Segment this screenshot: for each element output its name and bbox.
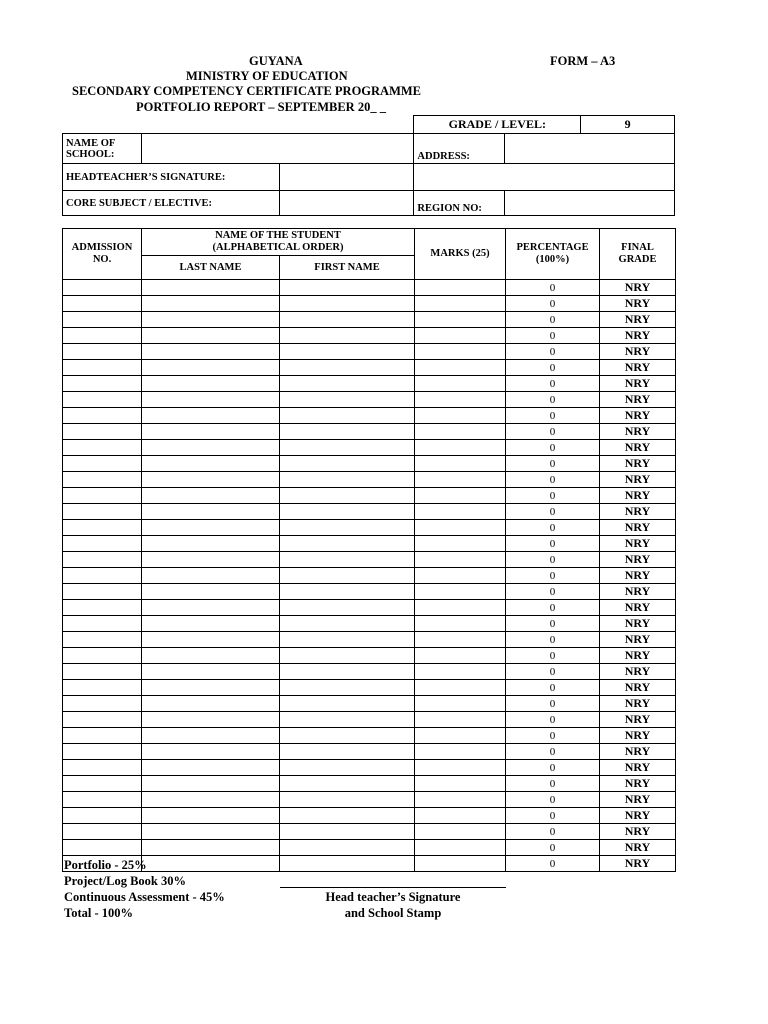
- grade-cell: NRY: [600, 664, 676, 680]
- last-name-cell[interactable]: [142, 664, 280, 680]
- last-name-cell[interactable]: [142, 648, 280, 664]
- percentage-cell: 0: [506, 856, 600, 872]
- school-info-table: [62, 115, 675, 216]
- grade-cell: NRY: [600, 584, 676, 600]
- admission-header: ADMISSION NO.: [63, 229, 142, 280]
- admission-cell[interactable]: [63, 376, 142, 392]
- last-name-cell[interactable]: [142, 728, 280, 744]
- marks-cell[interactable]: [415, 648, 506, 664]
- address-label: ADDRESS:: [414, 134, 505, 164]
- percentage-header: PERCENTAGE (100%): [506, 229, 600, 280]
- admission-cell[interactable]: [63, 552, 142, 568]
- last-name-cell[interactable]: [142, 408, 280, 424]
- first-name-cell[interactable]: [280, 456, 415, 472]
- grade-cell: NRY: [600, 360, 676, 376]
- admission-cell[interactable]: [63, 296, 142, 312]
- grade-cell: NRY: [600, 776, 676, 792]
- table-row: [63, 344, 676, 360]
- grade-cell: NRY: [600, 600, 676, 616]
- admission-cell[interactable]: [63, 696, 142, 712]
- grade-cell: NRY: [600, 680, 676, 696]
- last-name-cell[interactable]: [142, 280, 280, 296]
- percentage-cell: 0: [506, 616, 600, 632]
- marks-cell[interactable]: [415, 792, 506, 808]
- admission-cell[interactable]: [63, 392, 142, 408]
- admission-cell[interactable]: [63, 344, 142, 360]
- address-field-2[interactable]: [414, 164, 675, 191]
- last-name-cell[interactable]: [142, 488, 280, 504]
- grade-cell: NRY: [600, 328, 676, 344]
- marks-cell[interactable]: [415, 840, 506, 856]
- last-name-cell[interactable]: [142, 616, 280, 632]
- marks-cell[interactable]: [415, 856, 506, 872]
- marks-cell[interactable]: [415, 424, 506, 440]
- admission-cell[interactable]: [63, 600, 142, 616]
- admission-cell[interactable]: [63, 664, 142, 680]
- first-name-cell[interactable]: [280, 376, 415, 392]
- percentage-cell: 0: [506, 696, 600, 712]
- percentage-cell: 0: [506, 728, 600, 744]
- last-name-cell[interactable]: [142, 424, 280, 440]
- marks-cell[interactable]: [415, 392, 506, 408]
- admission-cell[interactable]: [63, 424, 142, 440]
- marks-cell[interactable]: [415, 280, 506, 296]
- first-name-cell[interactable]: [280, 440, 415, 456]
- table-row: [63, 600, 676, 616]
- grade-cell: NRY: [600, 520, 676, 536]
- last-name-cell[interactable]: [142, 632, 280, 648]
- first-name-cell[interactable]: [280, 856, 415, 872]
- admission-cell[interactable]: [63, 824, 142, 840]
- admission-cell[interactable]: [63, 776, 142, 792]
- grade-cell: NRY: [600, 808, 676, 824]
- admission-cell[interactable]: [63, 744, 142, 760]
- percentage-cell: 0: [506, 392, 600, 408]
- grade-cell: NRY: [600, 440, 676, 456]
- last-name-cell[interactable]: [142, 472, 280, 488]
- marks-cell[interactable]: [415, 472, 506, 488]
- admission-cell[interactable]: [63, 648, 142, 664]
- marks-cell[interactable]: [415, 632, 506, 648]
- last-name-cell[interactable]: [142, 744, 280, 760]
- admission-cell[interactable]: [63, 616, 142, 632]
- last-name-cell[interactable]: [142, 584, 280, 600]
- grade-cell: NRY: [600, 280, 676, 296]
- core-subject-field[interactable]: [279, 191, 414, 216]
- first-name-cell[interactable]: [280, 424, 415, 440]
- grade-cell: NRY: [600, 456, 676, 472]
- first-name-header: FIRST NAME: [280, 256, 415, 280]
- percentage-cell: 0: [506, 504, 600, 520]
- grade-cell: NRY: [600, 632, 676, 648]
- percentage-cell: 0: [506, 424, 600, 440]
- marks-cell[interactable]: [415, 504, 506, 520]
- table-row: [63, 424, 676, 440]
- signature-caption: Head teacher’s Signature and School Stamp: [325, 890, 461, 920]
- grade-cell: NRY: [600, 792, 676, 808]
- grade-cell: NRY: [600, 536, 676, 552]
- percentage-cell: 0: [506, 760, 600, 776]
- marks-cell[interactable]: [415, 808, 506, 824]
- percentage-cell: 0: [506, 600, 600, 616]
- admission-cell[interactable]: [63, 280, 142, 296]
- school-name-label: NAME OF SCHOOL:: [63, 134, 142, 164]
- last-name-cell[interactable]: [142, 824, 280, 840]
- grade-cell: NRY: [600, 296, 676, 312]
- admission-cell[interactable]: [63, 312, 142, 328]
- percentage-cell: 0: [506, 408, 600, 424]
- first-name-cell[interactable]: [280, 632, 415, 648]
- first-name-cell[interactable]: [280, 664, 415, 680]
- marks-cell[interactable]: [415, 568, 506, 584]
- table-row: [63, 632, 676, 648]
- marks-header: MARKS (25): [415, 229, 506, 280]
- marks-cell[interactable]: [415, 728, 506, 744]
- first-name-cell[interactable]: [280, 568, 415, 584]
- last-name-cell[interactable]: [142, 568, 280, 584]
- marks-cell[interactable]: [415, 552, 506, 568]
- address-field[interactable]: [505, 134, 675, 164]
- marks-cell[interactable]: [415, 776, 506, 792]
- grade-cell: NRY: [600, 824, 676, 840]
- admission-cell[interactable]: [63, 568, 142, 584]
- student-header-line2: (ALPHABETICAL ORDER): [212, 242, 344, 253]
- last-name-cell[interactable]: [142, 840, 280, 856]
- admission-cell[interactable]: [63, 472, 142, 488]
- percentage-cell: 0: [506, 456, 600, 472]
- table-row: [63, 728, 676, 744]
- table-row: [63, 280, 676, 296]
- first-name-cell[interactable]: [280, 648, 415, 664]
- table-row: [63, 808, 676, 824]
- percentage-cell: 0: [506, 712, 600, 728]
- grade-cell: NRY: [600, 744, 676, 760]
- marks-cell[interactable]: [415, 312, 506, 328]
- admission-cell[interactable]: [63, 792, 142, 808]
- last-name-cell[interactable]: [142, 520, 280, 536]
- marks-cell[interactable]: [415, 440, 506, 456]
- percentage-cell: 0: [506, 840, 600, 856]
- grade-cell: NRY: [600, 616, 676, 632]
- table-row: [63, 760, 676, 776]
- marks-cell[interactable]: [415, 680, 506, 696]
- student-header-line1: NAME OF THE STUDENT: [215, 230, 341, 241]
- percentage-cell: 0: [506, 344, 600, 360]
- admission-cell[interactable]: [63, 440, 142, 456]
- table-row: [63, 456, 676, 472]
- table-row: [63, 824, 676, 840]
- last-name-cell[interactable]: [142, 440, 280, 456]
- admission-cell[interactable]: [63, 728, 142, 744]
- first-name-cell[interactable]: [280, 616, 415, 632]
- last-name-cell[interactable]: [142, 552, 280, 568]
- first-name-cell[interactable]: [280, 728, 415, 744]
- marks-cell[interactable]: [415, 296, 506, 312]
- first-name-cell[interactable]: [280, 536, 415, 552]
- table-row: [63, 680, 676, 696]
- table-row: [63, 520, 676, 536]
- first-name-cell[interactable]: [280, 552, 415, 568]
- first-name-cell[interactable]: [280, 776, 415, 792]
- signature-line[interactable]: [280, 887, 506, 888]
- student-name-header: [142, 229, 415, 256]
- admission-cell[interactable]: [63, 360, 142, 376]
- percentage-cell: 0: [506, 824, 600, 840]
- first-name-cell[interactable]: [280, 824, 415, 840]
- admission-cell[interactable]: [63, 456, 142, 472]
- table-row: [63, 584, 676, 600]
- region-field[interactable]: [505, 191, 675, 216]
- grade-cell: NRY: [600, 840, 676, 856]
- continuous-weight: Continuous Assessment - 45%: [64, 890, 225, 904]
- table-row: [63, 312, 676, 328]
- table-row: [63, 472, 676, 488]
- admission-cell[interactable]: [63, 536, 142, 552]
- marks-cell[interactable]: [415, 376, 506, 392]
- last-name-cell[interactable]: [142, 312, 280, 328]
- first-name-cell[interactable]: [280, 392, 415, 408]
- table-row: [63, 328, 676, 344]
- admission-cell[interactable]: [63, 488, 142, 504]
- grade-level-label: GRADE / LEVEL:: [414, 116, 581, 134]
- grade-cell: NRY: [600, 696, 676, 712]
- first-name-cell[interactable]: [280, 584, 415, 600]
- percentage-cell: 0: [506, 536, 600, 552]
- last-name-cell[interactable]: [142, 504, 280, 520]
- percentage-cell: 0: [506, 328, 600, 344]
- table-row: [63, 376, 676, 392]
- first-name-cell[interactable]: [280, 296, 415, 312]
- percentage-cell: 0: [506, 376, 600, 392]
- first-name-cell[interactable]: [280, 312, 415, 328]
- table-row: [63, 840, 676, 856]
- form-code: FORM – A3: [550, 54, 616, 68]
- last-name-cell[interactable]: [142, 600, 280, 616]
- table-row: [63, 792, 676, 808]
- programme-title: SECONDARY COMPETENCY CERTIFICATE PROGRAMME: [72, 84, 422, 98]
- country-title: GUYANA: [249, 54, 303, 68]
- grade-cell: NRY: [600, 344, 676, 360]
- final-grade-header: FINAL GRADE: [600, 229, 676, 280]
- table-row: [63, 616, 676, 632]
- admission-cell[interactable]: [63, 408, 142, 424]
- first-name-cell[interactable]: [280, 488, 415, 504]
- marks-cell[interactable]: [415, 696, 506, 712]
- marks-cell[interactable]: [415, 456, 506, 472]
- last-name-cell[interactable]: [142, 792, 280, 808]
- first-name-cell[interactable]: [280, 696, 415, 712]
- admission-cell[interactable]: [63, 632, 142, 648]
- table-row: [63, 360, 676, 376]
- table-row: [63, 744, 676, 760]
- first-name-cell[interactable]: [280, 792, 415, 808]
- grade-cell: NRY: [600, 488, 676, 504]
- last-name-cell[interactable]: [142, 760, 280, 776]
- region-label: REGION NO:: [414, 191, 505, 216]
- grade-cell: NRY: [600, 728, 676, 744]
- grade-cell: NRY: [600, 392, 676, 408]
- table-row: [63, 392, 676, 408]
- admission-cell[interactable]: [63, 520, 142, 536]
- grade-cell: NRY: [600, 568, 676, 584]
- marks-cell[interactable]: [415, 488, 506, 504]
- grade-cell: NRY: [600, 376, 676, 392]
- last-name-cell[interactable]: [142, 360, 280, 376]
- table-row: [63, 648, 676, 664]
- grade-cell: NRY: [600, 472, 676, 488]
- last-name-cell[interactable]: [142, 536, 280, 552]
- first-name-cell[interactable]: [280, 472, 415, 488]
- first-name-cell[interactable]: [280, 808, 415, 824]
- first-name-cell[interactable]: [280, 600, 415, 616]
- grade-cell: NRY: [600, 856, 676, 872]
- last-name-cell[interactable]: [142, 344, 280, 360]
- headteacher-signature-field[interactable]: [279, 164, 414, 191]
- percentage-cell: 0: [506, 520, 600, 536]
- percentage-cell: 0: [506, 792, 600, 808]
- marks-cell[interactable]: [415, 536, 506, 552]
- last-name-cell[interactable]: [142, 776, 280, 792]
- marks-cell[interactable]: [415, 600, 506, 616]
- project-weight: Project/Log Book 30%: [64, 874, 186, 888]
- student-grades-table: [62, 228, 676, 872]
- admission-cell[interactable]: [63, 808, 142, 824]
- table-row: [63, 712, 676, 728]
- report-title: PORTFOLIO REPORT – SEPTEMBER 20_ _: [136, 100, 386, 114]
- admission-cell[interactable]: [63, 504, 142, 520]
- first-name-cell[interactable]: [280, 504, 415, 520]
- percentage-cell: 0: [506, 664, 600, 680]
- first-name-cell[interactable]: [280, 520, 415, 536]
- weighting-legend: [64, 857, 225, 921]
- last-name-cell[interactable]: [142, 376, 280, 392]
- admission-cell[interactable]: [63, 840, 142, 856]
- total-weight: Total - 100%: [64, 906, 133, 920]
- percentage-cell: 0: [506, 552, 600, 568]
- grade-cell: NRY: [600, 424, 676, 440]
- last-name-cell[interactable]: [142, 328, 280, 344]
- ministry-title: MINISTRY OF EDUCATION: [186, 69, 348, 83]
- marks-cell[interactable]: [415, 584, 506, 600]
- table-row: [63, 664, 676, 680]
- table-row: [63, 568, 676, 584]
- percentage-cell: 0: [506, 472, 600, 488]
- percentage-cell: 0: [506, 568, 600, 584]
- admission-cell[interactable]: [63, 760, 142, 776]
- last-name-cell[interactable]: [142, 456, 280, 472]
- marks-cell[interactable]: [415, 744, 506, 760]
- grade-cell: NRY: [600, 504, 676, 520]
- grade-cell: NRY: [600, 712, 676, 728]
- last-name-cell[interactable]: [142, 808, 280, 824]
- table-row: [63, 504, 676, 520]
- last-name-cell[interactable]: [142, 696, 280, 712]
- last-name-cell[interactable]: [142, 392, 280, 408]
- marks-cell[interactable]: [415, 824, 506, 840]
- marks-cell[interactable]: [415, 360, 506, 376]
- table-row: [63, 296, 676, 312]
- percentage-cell: 0: [506, 680, 600, 696]
- percentage-cell: 0: [506, 280, 600, 296]
- percentage-cell: 0: [506, 776, 600, 792]
- admission-cell[interactable]: [63, 328, 142, 344]
- marks-cell[interactable]: [415, 760, 506, 776]
- first-name-cell[interactable]: [280, 680, 415, 696]
- last-name-cell[interactable]: [142, 680, 280, 696]
- first-name-cell[interactable]: [280, 328, 415, 344]
- first-name-cell[interactable]: [280, 840, 415, 856]
- table-row: [63, 488, 676, 504]
- percentage-cell: 0: [506, 648, 600, 664]
- table-row: [63, 696, 676, 712]
- percentage-cell: 0: [506, 360, 600, 376]
- table-row: [63, 408, 676, 424]
- table-row: [63, 552, 676, 568]
- first-name-cell[interactable]: [280, 344, 415, 360]
- grade-cell: NRY: [600, 760, 676, 776]
- grade-cell: NRY: [600, 552, 676, 568]
- marks-cell[interactable]: [415, 616, 506, 632]
- marks-cell[interactable]: [415, 328, 506, 344]
- portfolio-weight: Portfolio - 25%: [64, 858, 147, 872]
- marks-cell[interactable]: [415, 520, 506, 536]
- percentage-cell: 0: [506, 440, 600, 456]
- table-row: [63, 776, 676, 792]
- marks-cell[interactable]: [415, 712, 506, 728]
- marks-cell[interactable]: [415, 408, 506, 424]
- grade-cell: NRY: [600, 408, 676, 424]
- marks-cell[interactable]: [415, 344, 506, 360]
- first-name-cell[interactable]: [280, 408, 415, 424]
- percentage-cell: 0: [506, 312, 600, 328]
- table-row: [63, 440, 676, 456]
- headteacher-signature-label: HEADTEACHER’S SIGNATURE:: [63, 164, 280, 191]
- grade-cell: NRY: [600, 312, 676, 328]
- percentage-cell: 0: [506, 632, 600, 648]
- last-name-cell[interactable]: [142, 712, 280, 728]
- first-name-cell[interactable]: [280, 760, 415, 776]
- marks-cell[interactable]: [415, 664, 506, 680]
- percentage-cell: 0: [506, 584, 600, 600]
- first-name-cell[interactable]: [280, 744, 415, 760]
- percentage-cell: 0: [506, 808, 600, 824]
- percentage-cell: 0: [506, 488, 600, 504]
- school-name-field[interactable]: [141, 134, 413, 164]
- table-row: [63, 536, 676, 552]
- last-name-header: LAST NAME: [142, 256, 280, 280]
- grade-level-value: 9: [581, 116, 675, 134]
- percentage-cell: 0: [506, 296, 600, 312]
- admission-cell[interactable]: [63, 584, 142, 600]
- core-subject-label: CORE SUBJECT / ELECTIVE:: [63, 191, 280, 216]
- first-name-cell[interactable]: [280, 712, 415, 728]
- grade-cell: NRY: [600, 648, 676, 664]
- first-name-cell[interactable]: [280, 280, 415, 296]
- admission-cell[interactable]: [63, 680, 142, 696]
- first-name-cell[interactable]: [280, 360, 415, 376]
- last-name-cell[interactable]: [142, 296, 280, 312]
- percentage-cell: 0: [506, 744, 600, 760]
- admission-cell[interactable]: [63, 712, 142, 728]
